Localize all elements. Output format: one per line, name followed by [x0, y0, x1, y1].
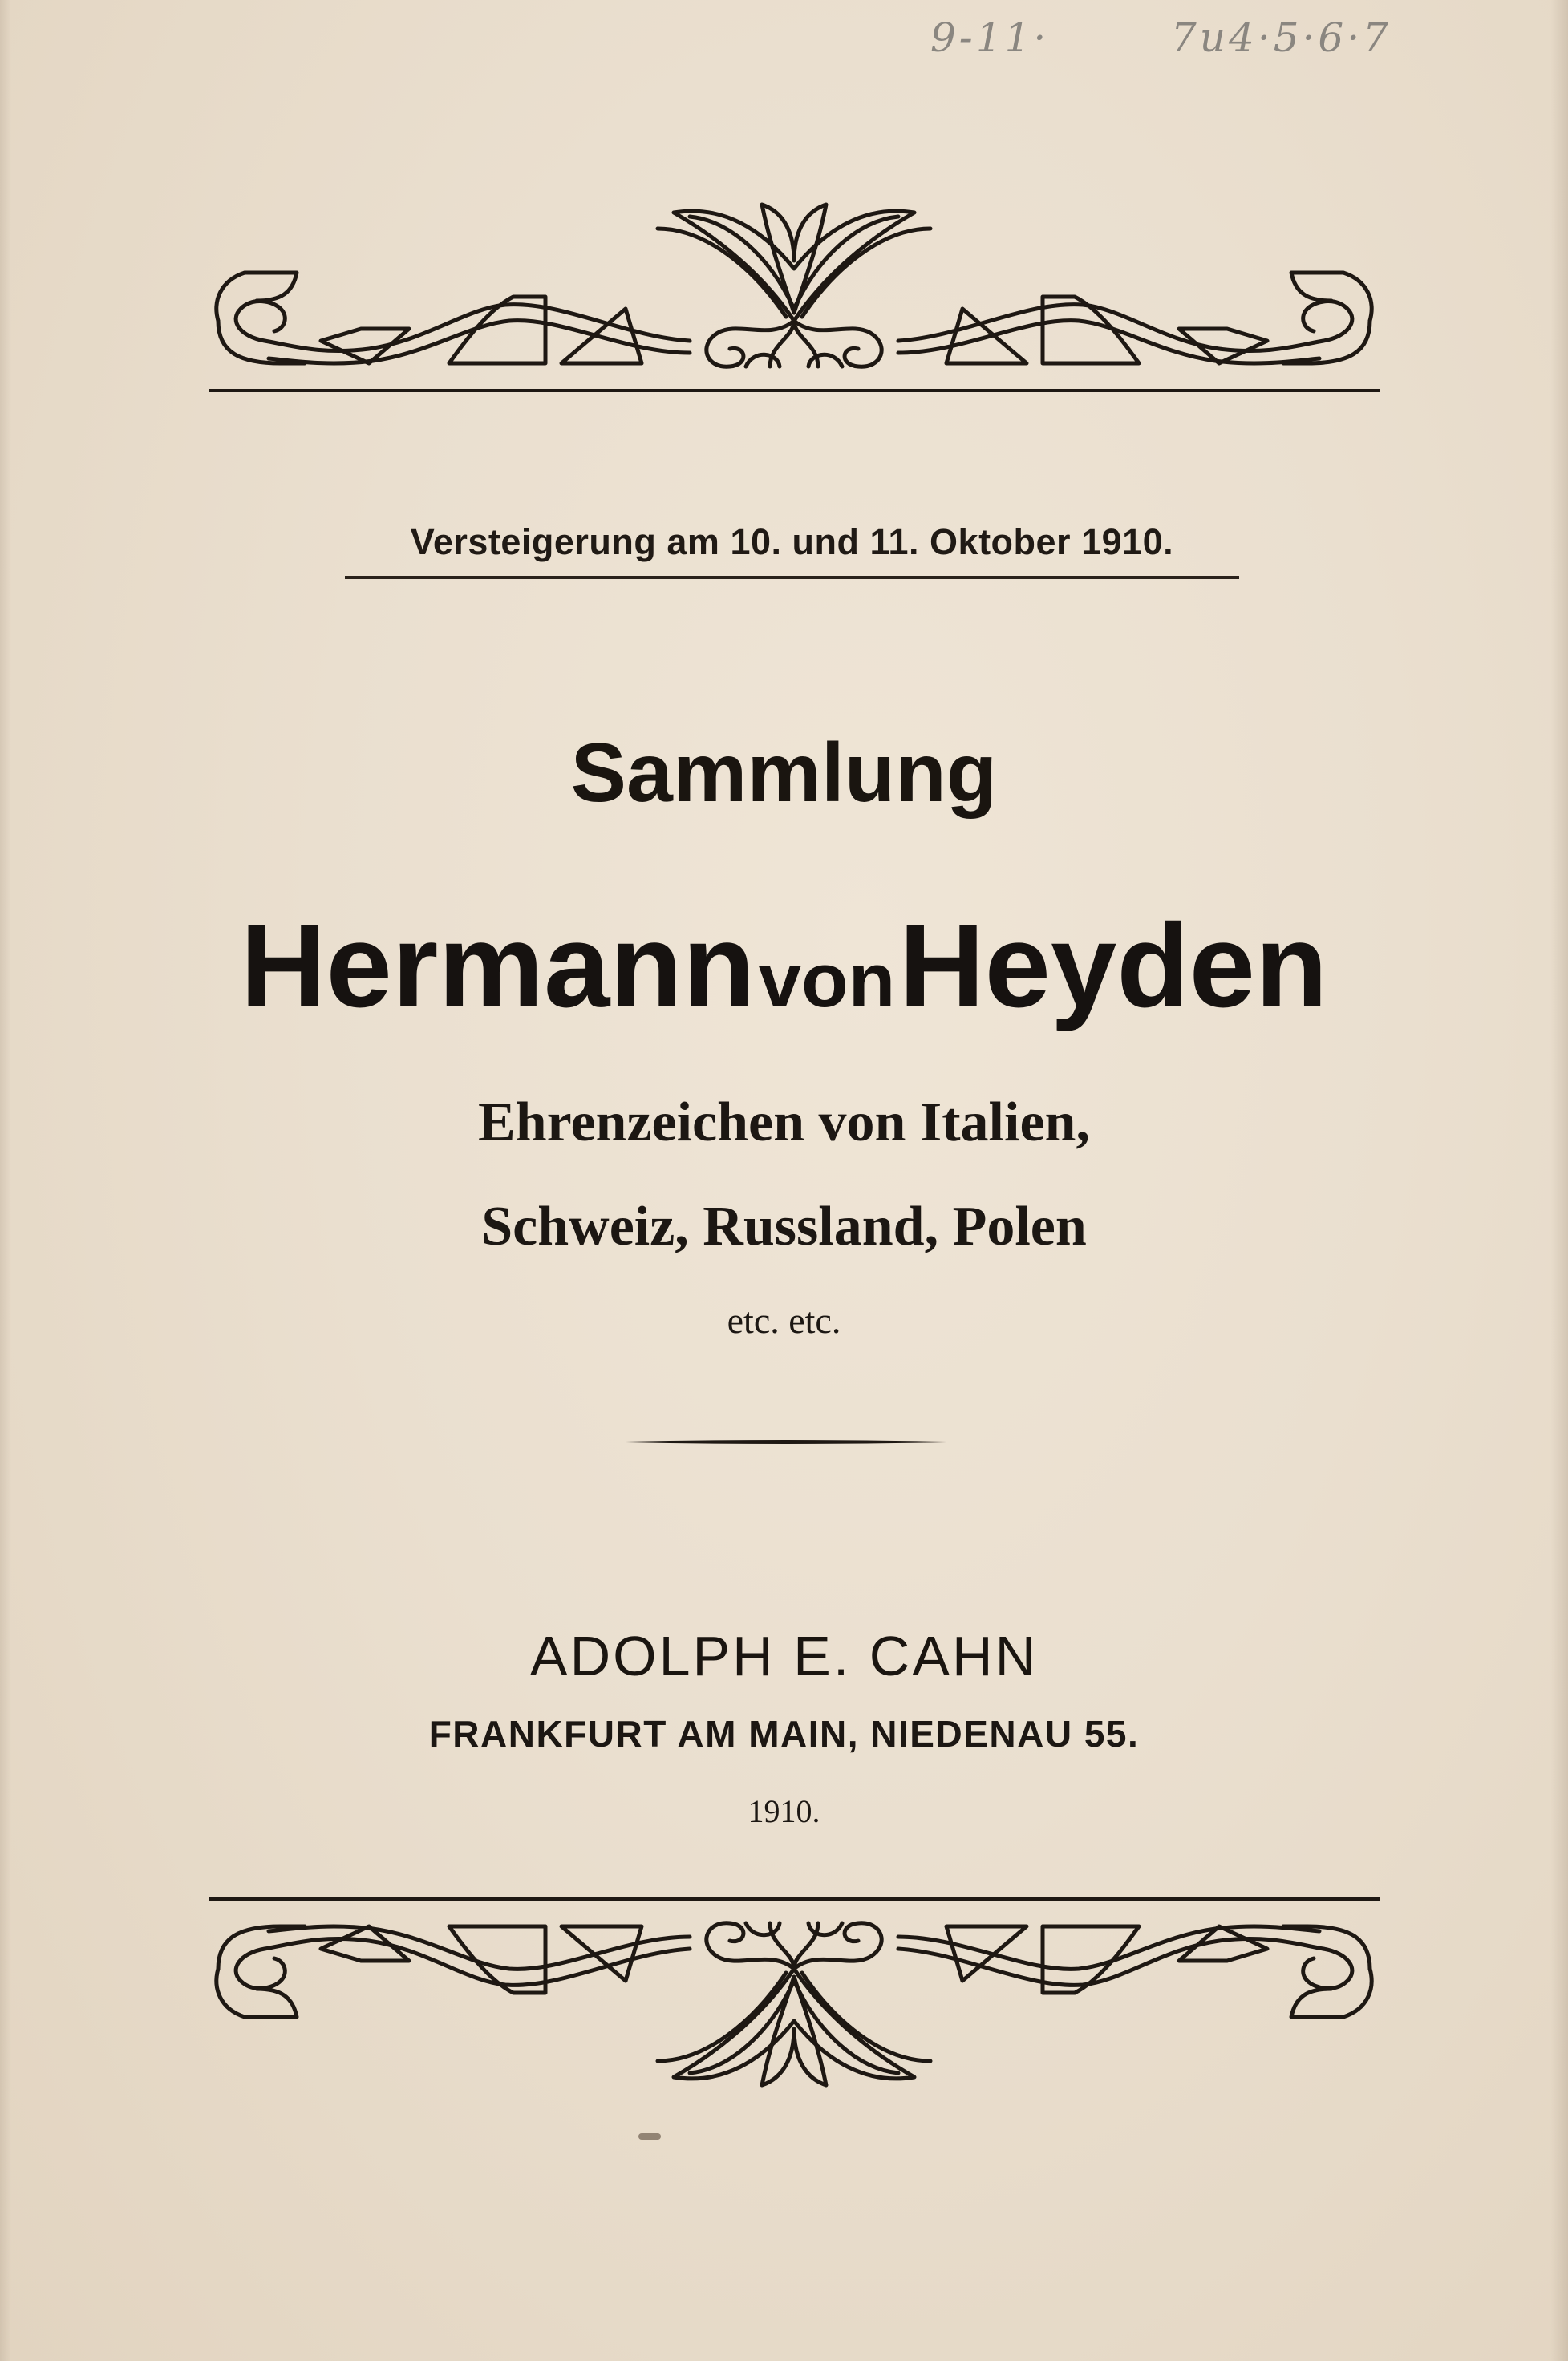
paper-speck — [638, 2133, 661, 2140]
bottom-ornament-icon — [209, 1869, 1380, 2109]
collection-label: Sammlung — [570, 727, 998, 820]
collector-first-name: Hermann — [240, 900, 756, 1032]
handwritten-annotation — [930, 14, 1444, 79]
auction-date: Versteigerung am 10. und 11. Oktober 1910. — [410, 521, 1174, 562]
divider-rule — [626, 1440, 946, 1444]
publication-year: 1910. — [748, 1793, 820, 1829]
handwritten-annotation-left: 9-11· — [930, 14, 1050, 61]
auction-date-underline — [345, 576, 1239, 579]
subtitle-line-1: Ehrenzeichen von Italien, — [478, 1091, 1090, 1153]
collector-last-name: Heyden — [898, 900, 1328, 1032]
subtitle-line-2: Schweiz, Russland, Polen — [481, 1196, 1087, 1257]
publisher-address: FRANKFURT AM MAIN, NIEDENAU 55. — [428, 1713, 1140, 1755]
collector-particle: von — [758, 938, 896, 1023]
top-ornament-icon — [209, 180, 1380, 421]
publisher-name: ADOLPH E. CAHN — [529, 1625, 1039, 1687]
handwritten-annotation-right: 7u4·5·6·7 — [1171, 14, 1392, 61]
page-right-shadow — [1550, 0, 1568, 2361]
collector-name — [0, 898, 1568, 1035]
subtitle-etc: etc. etc. — [727, 1300, 841, 1341]
page-left-shadow — [0, 0, 11, 2361]
